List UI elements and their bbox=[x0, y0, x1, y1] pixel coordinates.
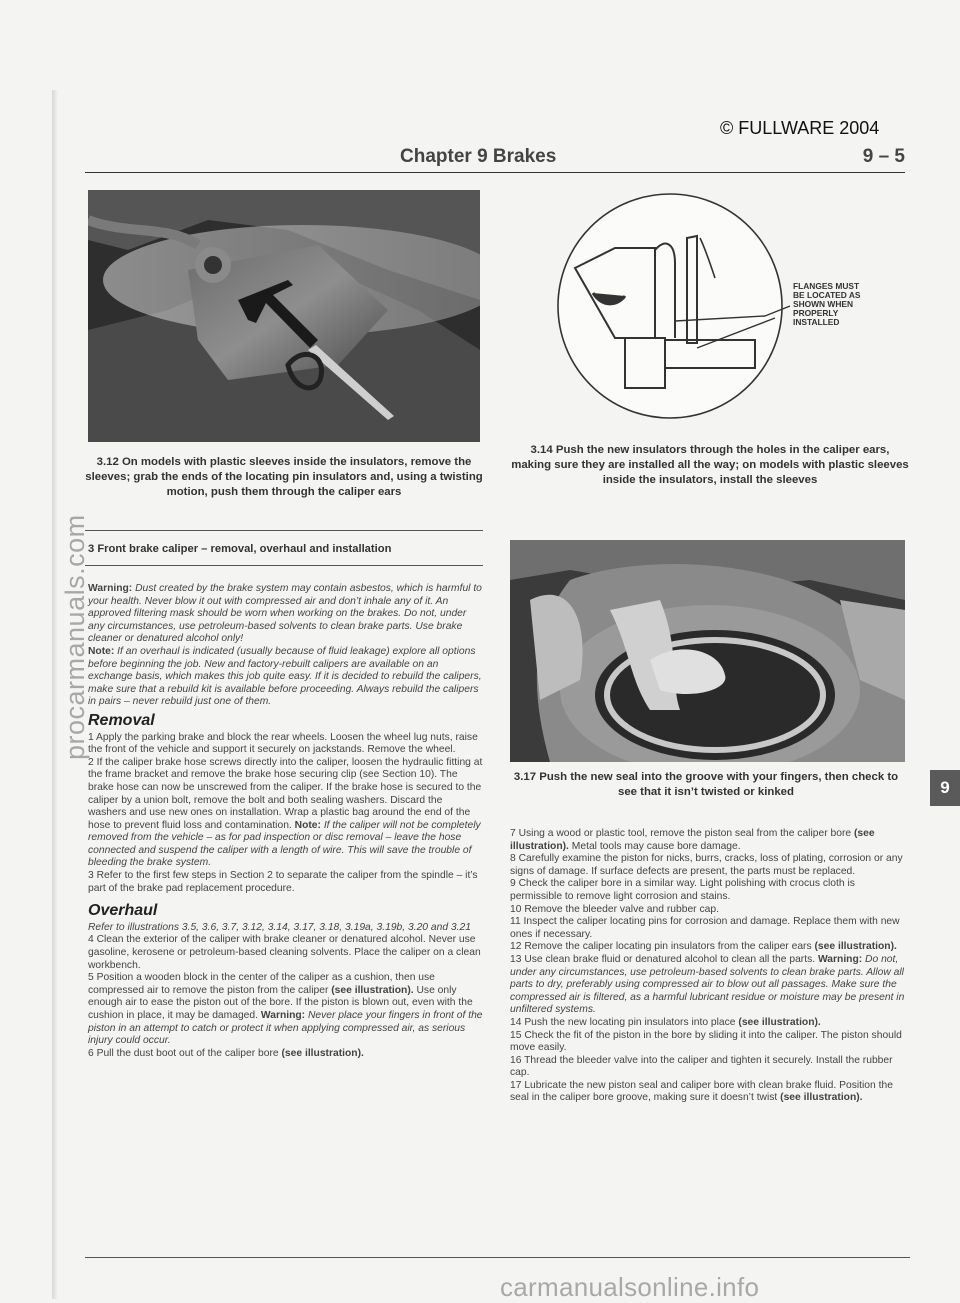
footer-rule bbox=[85, 1257, 910, 1258]
step-11: 11 Inspect the caliper locating pins for corrosion and damage. Replace them with new ones if necessary. bbox=[510, 916, 900, 940]
warning-paragraph bbox=[88, 583, 483, 646]
step-14-see: (see illustration). bbox=[738, 1016, 821, 1028]
removal-heading: Removal bbox=[88, 711, 155, 729]
callout-line: FLANGES MUST bbox=[793, 281, 860, 291]
step-5 bbox=[88, 972, 483, 1048]
step-2 bbox=[88, 757, 483, 870]
step-13-text: 13 Use clean brake fluid or denatured alcohol to clean all the parts. bbox=[510, 953, 818, 965]
callout-line: PROPERLY bbox=[793, 308, 839, 318]
step-9: 9 Check the caliper bore in a similar way. Light polishing with crocus cloth is permissible to remove light corrosion and stains. bbox=[510, 878, 855, 902]
step-17-see: (see illustration). bbox=[780, 1092, 863, 1104]
step-2-text: 2 If the caliper brake hose screws directly into the caliper, loosen the hydraulic fitting at the frame bracket and remove the brake hose securing clip (see Section 10). The brake hose can now be unscrewed from the caliper. If the brake hose is secured to the caliper by a union bolt, remove the bolt and both sealing washers. Discard the washers and use new ones on installation. Wrap a plastic bag around the end of the hose to prevent fluid loss and contamination. bbox=[88, 756, 483, 831]
callout-line: SHOWN WHEN bbox=[793, 299, 854, 309]
header-rule bbox=[85, 172, 905, 173]
step-5-text-b: Use only enough air to ease the piston out of the bore. If the piston is blown out, even with the cushion in place, it may be damaged. bbox=[88, 984, 473, 1021]
figure-3-17-photo bbox=[510, 540, 905, 762]
step-2-note: If the caliper will not be completely removed from the vehicle – as for pad inspection or disc removal – leave the hose connected and suspend the caliper with a length of wire. This will save the trouble of bleeding the brake system. bbox=[88, 819, 481, 869]
step-7 bbox=[510, 828, 908, 853]
step-5-see: (see illustration). bbox=[331, 984, 414, 996]
step-16: 16 Thread the bleeder valve into the caliper and tighten it securely. Install the rubber cap. bbox=[510, 1054, 893, 1079]
section-rule-top bbox=[85, 530, 483, 531]
figure-3-14-callout bbox=[793, 282, 860, 327]
overhaul-heading: Overhaul bbox=[88, 902, 158, 920]
step-5-warning-label: Warning: bbox=[260, 1010, 306, 1021]
step-5-warning: Never place your fingers in front of the piston in an attempt to catch or protect it when applying compressed air, as serious injury could occur. bbox=[88, 1010, 483, 1047]
step-1: 1 Apply the parking brake and block the rear wheels. Loosen the wheel lug nuts, raise the front of the vehicle and support it securely on jackstands. Remove the wheel. bbox=[88, 731, 478, 756]
callout-line: INSTALLED bbox=[793, 317, 840, 327]
warning-label: Warning: bbox=[88, 583, 133, 594]
note-label: Note: bbox=[88, 645, 115, 657]
step-13 bbox=[510, 954, 908, 1017]
overhaul-references: Refer to illustrations 3.5, 3.6, 3.7, 3.12, 3.14, 3.17, 3.18, 3.19a, 3.19b, 3.20 and 3.21 bbox=[88, 921, 471, 933]
step-7-text-b: Metal tools may cause bore damage. bbox=[568, 840, 741, 852]
page-number: 9 – 5 bbox=[862, 146, 905, 167]
step-12-text: 12 Remove the caliper locating pin insulators from the caliper ears bbox=[510, 941, 815, 953]
step-4: 4 Clean the exterior of the caliper with brake cleaner or denatured alcohol. Never use gasoline, kerosene or petroleum-based cleaning solvents. Place the caliper on a clean workbench. bbox=[88, 934, 481, 971]
step-12 bbox=[510, 941, 908, 954]
chapter-tab: 9 bbox=[930, 770, 960, 806]
step-17 bbox=[510, 1080, 908, 1105]
step-14-text: 14 Push the new locating pin insulators into place bbox=[510, 1016, 739, 1028]
step-6-see: (see illustration). bbox=[281, 1047, 364, 1059]
note-paragraph bbox=[88, 646, 483, 709]
figure-3-14-caption: 3.14 Push the new insulators through the holes in the caliper ears, making sure they are installed all the way; on models with plastic sleeves inside the insulators, install the sleeves bbox=[511, 444, 909, 486]
step-14 bbox=[510, 1017, 908, 1030]
step-6 bbox=[88, 1048, 483, 1061]
callout-line: BE LOCATED AS bbox=[793, 290, 861, 300]
step-8: 8 Carefully examine the piston for nicks, burrs, cracks, loss of plating, corrosion or any signs of damage. If surface defects are present, the parts must be replaced. bbox=[510, 853, 903, 877]
step-7-see: (see illustration). bbox=[510, 828, 875, 852]
step-3: 3 Refer to the first few steps in Section 2 to separate the caliper from the spindle – it’s part of the brake pad replacement procedure. bbox=[88, 870, 478, 894]
step-6-text: 6 Pull the dust boot out of the caliper bore bbox=[88, 1047, 282, 1059]
left-column-text bbox=[88, 583, 483, 1060]
copyright-notice: © FULLWARE 2004 bbox=[720, 118, 880, 138]
step-10: 10 Remove the bleeder valve and rubber cap. bbox=[510, 903, 719, 915]
step-15: 15 Check the fit of the piston in the bore by sliding it into the caliper. The piston should move easily. bbox=[510, 1029, 902, 1054]
watermark-carmanualsonline: carmanualsonline.info bbox=[500, 1272, 760, 1302]
step-5-text: 5 Position a wooden block in the center of the caliper as a cushion, then use compressed air to remove the piston from the caliper bbox=[88, 972, 435, 996]
page-binding-shadow bbox=[52, 90, 58, 1299]
note-text: If an overhaul is indicated (usually because of fluid leakage) explore all options before beginning the job. New and factory-rebuilt calipers are available on an exchange basis, which makes this job quite easy. If it is decided to rebuild the calipers, make sure that a rebuild kit is available before proceeding. Always rebuild the calipers in pairs – never rebuild just one of them. bbox=[88, 645, 482, 708]
page-header bbox=[85, 146, 905, 172]
figure-3-17-caption: 3.17 Push the new seal into the groove with your fingers, then check to see that it isn’t twisted or kinked bbox=[513, 771, 899, 798]
step-12-see: (see illustration). bbox=[814, 941, 897, 953]
watermark-procarmanuals: procarmanuals.com bbox=[60, 514, 90, 760]
step-13-warning-label: Warning: bbox=[817, 953, 863, 965]
step-13-warning: Do not, under any circumstances, use petroleum-based solvents to clean brake parts. Allow all parts to dry, preferably using compressed air to blow out all passages. Make sure the compressed air is filtered, as a harmful lubricant residue or moisture may be present in unfiltered systems. bbox=[510, 953, 905, 1016]
chapter-title: Chapter 9 Brakes bbox=[400, 146, 557, 167]
step-17-text: 17 Lubricate the new piston seal and caliper bore with clean brake fluid. Position the seal in the caliper bore groove, making sure it doesn’t twist bbox=[510, 1079, 893, 1104]
section-title: 3 Front brake caliper – removal, overhaul and installation bbox=[88, 543, 392, 555]
right-column-text bbox=[510, 828, 908, 1105]
step-2-note-label: Note: bbox=[294, 819, 321, 831]
figure-3-12-photo bbox=[88, 190, 480, 442]
figure-3-12-caption: 3.12 On models with plastic sleeves inside the insulators, remove the sleeves; grab the ends of the locating pin insulators and, using a twisting motion, push them through the caliper ears bbox=[85, 456, 483, 498]
step-7-text: 7 Using a wood or plastic tool, remove the piston seal from the caliper bore bbox=[510, 828, 854, 839]
section-rule-bottom bbox=[85, 565, 483, 566]
warning-text: Dust created by the brake system may contain asbestos, which is harmful to your health. Never blow it out with compressed air and don’t inhale any of it. An approved filtering mask should be worn when working on the brakes. Do not, under any circumstances, use petroleum-based solvents to clean brake parts. Use brake cleaner or denatured alcohol only! bbox=[88, 583, 482, 645]
